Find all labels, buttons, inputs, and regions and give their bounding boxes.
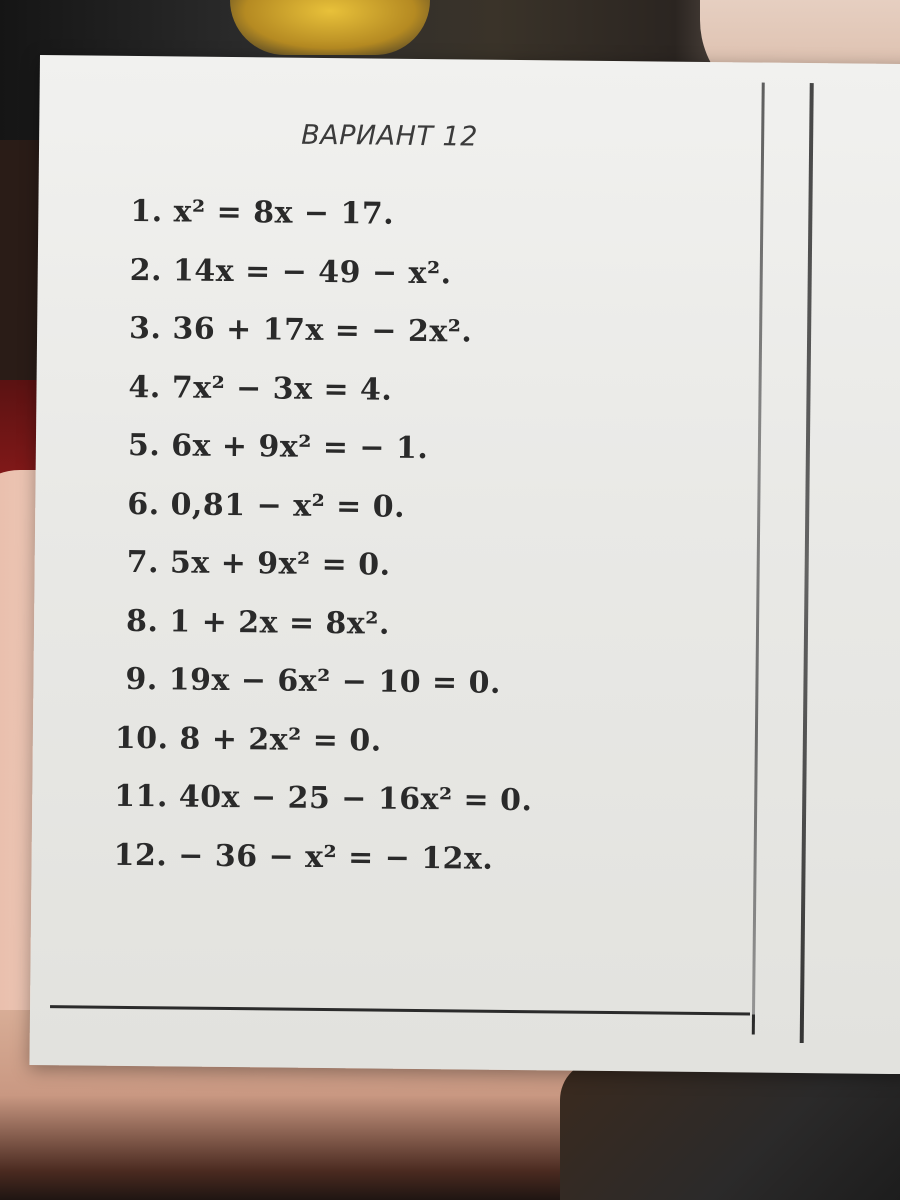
problem-list [113, 193, 539, 900]
problem-item [114, 720, 533, 783]
problem-number: 6. [127, 486, 160, 522]
border-line-vertical [752, 83, 765, 1023]
problem-item [129, 311, 538, 374]
problem-item [113, 837, 532, 900]
problem-number: 4. [128, 369, 162, 405]
problem-equation: 36 + 17x = − 2x². [172, 311, 473, 350]
problem-equation: 6x + 9x² = − 1. [171, 428, 429, 467]
background-dark-object [560, 1060, 900, 1200]
problem-item [114, 778, 533, 842]
problem-equation: − 36 − x² = − 12x. [178, 837, 494, 877]
problem-number: 7. [126, 544, 160, 581]
problem-equation: 7x² − 3x = 4. [171, 369, 393, 408]
fold-crease [800, 83, 814, 1043]
problem-equation: 1 + 2x = 8x². [169, 603, 391, 642]
problem-equation: 5x + 9x² = 0. [169, 545, 391, 583]
problem-number: 5. [127, 427, 161, 464]
problem-equation: 14x = − 49 − x². [172, 252, 452, 291]
problem-number: 2. [129, 252, 163, 288]
border-line-bottom [50, 1005, 750, 1015]
problem-number: 1. [130, 193, 163, 230]
variant-title: ВАРИАНТ 12 [301, 119, 479, 153]
problem-item [127, 428, 536, 491]
problem-item [130, 194, 539, 257]
problem-item [126, 545, 535, 608]
problem-number: 3. [128, 310, 162, 347]
problem-item [129, 252, 538, 315]
worksheet-card [29, 55, 900, 1074]
problem-equation: 19x − 6x² − 10 = 0. [168, 662, 502, 701]
problem-number: 9. [125, 661, 158, 698]
problem-equation: 8 + 2x² = 0. [179, 720, 382, 759]
problem-equation: 40x − 25 − 16x² = 0. [178, 779, 533, 819]
problem-item [127, 486, 536, 549]
problem-number: 11. [114, 778, 169, 815]
background-yellow-object [230, 0, 430, 55]
problem-number: 10. [114, 720, 169, 756]
problem-item [128, 369, 537, 432]
border-corner [752, 1015, 755, 1035]
problem-equation: 0,81 − x² = 0. [170, 486, 406, 525]
problem-item [125, 662, 534, 725]
problem-equation: x² = 8x − 17. [173, 194, 395, 232]
problem-number: 12. [113, 837, 168, 873]
problem-item [126, 603, 535, 666]
problem-number: 8. [125, 603, 159, 639]
